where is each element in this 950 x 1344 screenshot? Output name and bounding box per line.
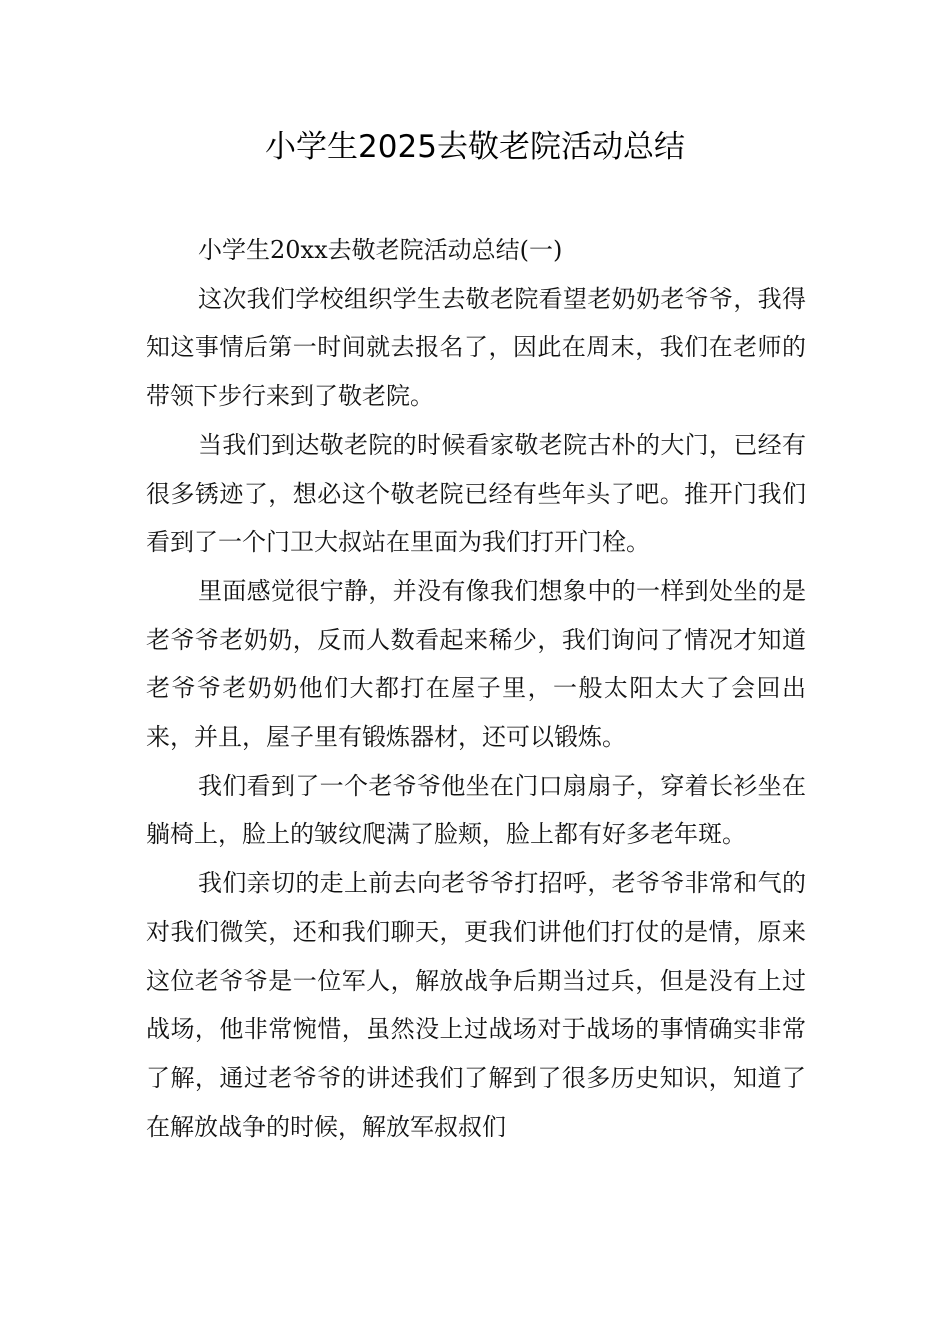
paragraph-subtitle: 小学生20xx去敬老院活动总结(一) xyxy=(198,236,563,264)
document-title: 小学生2025去敬老院活动总结 xyxy=(265,129,685,165)
paragraph: 里面感觉很宁静，并没有像我们想象中的一样到处坐的是老爷爷老奶奶，反而人数看起来稀少，我们询问了情况才知道老爷爷老奶奶他们大都打在屋子里，一般太阳太大了会回出来，并且，屋子里有锻炼器材，还可以锻炼。 xyxy=(146,576,806,752)
paragraph: 我们看到了一个老爷爷他坐在门口扇扇子，穿着长衫坐在躺椅上，脸上的皱纹爬满了脸颊，脸上都有好多老年斑。 xyxy=(146,771,806,849)
paragraph: 我们亲切的走上前去向老爷爷打招呼，老爷爷非常和气的对我们微笑，还和我们聊天，更我们讲他们打仗的是情，原来这位老爷爷是一位军人，解放战争后期当过兵，但是没有上过战场，他非常惋惜，虽然没上过战场对于战场的事情确实非常了解，通过老爷爷的讲述我们了解到了很多历史知识，知道了在解放战争的时候，解放军叔叔们 xyxy=(146,869,806,1141)
paragraph: 当我们到达敬老院的时候看家敬老院古朴的大门，已经有很多锈迹了，想必这个敬老院已经有些年头了吧。推开门我们看到了一个门卫大叔站在里面为我们打开门栓。 xyxy=(146,430,806,557)
document-body xyxy=(146,226,806,1151)
paragraph: 这次我们学校组织学生去敬老院看望老奶奶老爷爷，我得知这事情后第一时间就去报名了，因此在周末，我们在老师的带领下步行来到了敬老院。 xyxy=(146,284,806,411)
